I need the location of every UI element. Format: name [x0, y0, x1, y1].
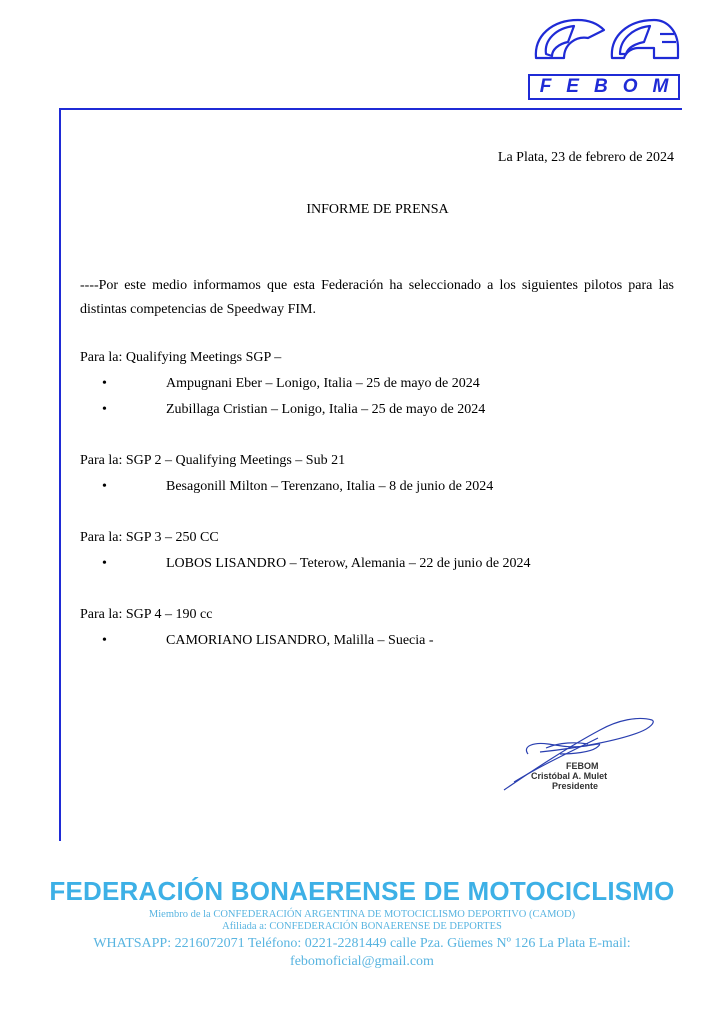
- bullet-icon: •: [102, 376, 107, 391]
- bullet-icon: •: [102, 479, 107, 494]
- bullet-icon: •: [102, 402, 107, 417]
- footer-contact: WHATSAPP: 2216072071 Teléfono: 0221-2281449 calle Pza. Güemes Nº 126 La Plata E-mail:: [93, 936, 631, 951]
- signature-org: FEBOM: [566, 761, 599, 771]
- list-item: CAMORIANO LISANDRO, Malilla – Suecia -: [166, 633, 434, 648]
- bullet-icon: •: [102, 556, 107, 571]
- footer-membership: Miembro de la CONFEDERACIÓN ARGENTINA DE MOTOCICLISMO DEPORTIVO (CAMOD): [148, 909, 576, 920]
- footer-email: febomoficial@gmail.com: [290, 954, 434, 969]
- signature-name: Cristóbal A. Mulet: [531, 771, 608, 781]
- list-item: Ampugnani Eber – Lonigo, Italia – 25 de mayo de 2024: [166, 376, 480, 391]
- logo-text-box: [528, 74, 684, 100]
- frame-top-line: [59, 108, 682, 110]
- letter-date: La Plata, 23 de febrero de 2024: [497, 150, 674, 165]
- list-item: LOBOS LISANDRO – Teterow, Alemania – 22 de junio de 2024: [166, 556, 531, 571]
- group-label: Para la: SGP 2 – Qualifying Meetings – Sub 21: [80, 453, 346, 468]
- footer-title: FEDERACIÓN BONAERENSE DE MOTOCICLISMO: [49, 876, 675, 906]
- group-label: Para la: SGP 4 – 190 cc: [80, 607, 213, 622]
- bullet-icon: •: [102, 633, 107, 648]
- letter-title: INFORME DE PRENSA: [306, 202, 449, 217]
- logo-text: FEBOM: [539, 76, 684, 97]
- list-item: Zubillaga Cristian – Lonigo, Italia – 25 de mayo de 2024: [166, 402, 486, 417]
- list-item: Besagonill Milton – Terenzano, Italia – 8 de junio de 2024: [166, 479, 494, 494]
- group-label: Para la: SGP 3 – 250 CC: [80, 530, 219, 545]
- signature-role: Presidente: [552, 781, 599, 791]
- footer-affiliation: Afiliada a: CONFEDERACIÓN BONAERENSE DE DEPORTES: [222, 921, 502, 932]
- group-label: Para la: Qualifying Meetings SGP –: [80, 350, 282, 365]
- letter-intro: ----Por este medio informamos que esta Federación ha seleccionado a los siguientes pilotos para las distintas competencias de Speedway FIM.: [80, 278, 674, 317]
